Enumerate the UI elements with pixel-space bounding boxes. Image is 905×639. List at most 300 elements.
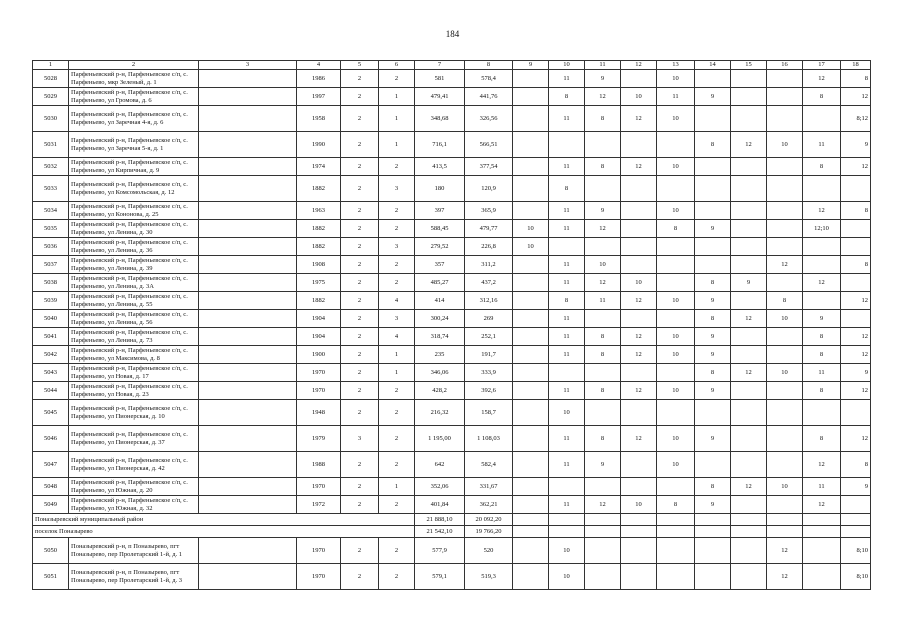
row-id: 5045 (33, 400, 69, 426)
data-cell: 2 (341, 238, 379, 256)
table-row (33, 538, 871, 564)
address-cell: Парфеньевский р-н, Парфеньевское с/п, с. Парфеньево, мкр Зеленый, д. 1 (69, 70, 199, 88)
data-cell: 8 (767, 292, 803, 310)
data-cell: 2 (341, 176, 379, 202)
data-cell: 8 (585, 426, 621, 452)
data-cell (695, 176, 731, 202)
data-cell: 2 (341, 256, 379, 274)
table-row (33, 426, 871, 452)
data-cell: 1970 (297, 564, 341, 590)
data-cell (803, 106, 841, 132)
data-cell: 9 (841, 364, 871, 382)
data-cell (657, 256, 695, 274)
data-cell: 9 (695, 346, 731, 364)
data-cell: 8 (549, 176, 585, 202)
column-header-16: 16 (767, 61, 803, 70)
row-id: 5028 (33, 70, 69, 88)
data-cell: 10 (767, 364, 803, 382)
data-cell (841, 274, 871, 292)
data-cell (731, 496, 767, 514)
data-cell: 8 (549, 88, 585, 106)
data-cell: 365,9 (465, 202, 513, 220)
address-cell: Парфеньевский р-н, Парфеньевское с/п, с. Парфеньево, ул Ленина, д. 3А (69, 274, 199, 292)
row-id: 5041 (33, 328, 69, 346)
data-cell (513, 202, 549, 220)
table-row (33, 158, 871, 176)
data-cell: 12 (841, 88, 871, 106)
data-cell (621, 310, 657, 328)
data-cell: 588,45 (415, 220, 465, 238)
column-header-14: 14 (695, 61, 731, 70)
data-cell: 716,1 (415, 132, 465, 158)
data-cell: 8 (803, 158, 841, 176)
address-cell: Парфеньевский р-н, Парфеньевское с/п, с. Парфеньево, ул Комсомольская, д. 12 (69, 176, 199, 202)
data-cell: 12 (731, 310, 767, 328)
data-cell (585, 478, 621, 496)
data-cell (731, 106, 767, 132)
data-cell (199, 346, 297, 364)
data-cell (513, 70, 549, 88)
data-cell (585, 310, 621, 328)
data-cell: 577,9 (415, 538, 465, 564)
empty-cell (585, 514, 621, 526)
data-cell (657, 176, 695, 202)
section-total-area: 21 542,10 (415, 526, 465, 538)
data-cell: 1 (379, 364, 415, 382)
column-header-7: 7 (415, 61, 465, 70)
data-cell: 10 (657, 426, 695, 452)
data-cell: 10 (657, 202, 695, 220)
data-cell (621, 256, 657, 274)
data-cell: 11 (549, 220, 585, 238)
data-cell: 1972 (297, 496, 341, 514)
data-cell: 252,1 (465, 328, 513, 346)
data-cell (841, 238, 871, 256)
data-cell: 12 (803, 452, 841, 478)
data-cell: 1970 (297, 538, 341, 564)
data-cell: 8 (841, 256, 871, 274)
data-cell: 2 (379, 256, 415, 274)
empty-cell (549, 526, 585, 538)
data-cell (803, 400, 841, 426)
data-cell: 10 (621, 274, 657, 292)
address-cell: Парфеньевский р-н, Парфеньевское с/п, с. Парфеньево, ул Южная, д. 20 (69, 478, 199, 496)
data-cell: 10 (621, 88, 657, 106)
data-cell: 11 (549, 452, 585, 478)
data-cell: 9 (695, 292, 731, 310)
section-label: Поназыревский муниципальный район (33, 514, 415, 526)
data-cell (841, 310, 871, 328)
data-cell: 1882 (297, 176, 341, 202)
data-cell (199, 106, 297, 132)
row-id: 5044 (33, 382, 69, 400)
data-cell (803, 538, 841, 564)
data-cell (695, 106, 731, 132)
data-cell (199, 478, 297, 496)
data-cell: 300,24 (415, 310, 465, 328)
data-cell (513, 292, 549, 310)
data-cell (621, 70, 657, 88)
data-cell (841, 176, 871, 202)
address-cell: Парфеньевский р-н, Парфеньевское с/п, с. Парфеньево, ул Ленина, д. 73 (69, 328, 199, 346)
data-cell (513, 158, 549, 176)
row-id: 5048 (33, 478, 69, 496)
data-cell (585, 238, 621, 256)
data-cell: 8 (841, 452, 871, 478)
data-cell: 2 (341, 496, 379, 514)
data-cell (199, 176, 297, 202)
data-cell (549, 238, 585, 256)
section-label: поселок Поназырево (33, 526, 415, 538)
row-id: 5032 (33, 158, 69, 176)
table-row (33, 382, 871, 400)
data-cell: 269 (465, 310, 513, 328)
data-cell (621, 202, 657, 220)
data-cell: 10 (549, 538, 585, 564)
empty-cell (549, 514, 585, 526)
data-cell: 12 (841, 382, 871, 400)
empty-cell (841, 526, 871, 538)
table-row (33, 220, 871, 238)
empty-cell (731, 526, 767, 538)
data-cell: 120,9 (465, 176, 513, 202)
data-cell: 1 (379, 88, 415, 106)
data-cell: 1958 (297, 106, 341, 132)
data-cell: 357 (415, 256, 465, 274)
data-cell (731, 158, 767, 176)
data-cell: 8 (695, 274, 731, 292)
data-cell: 11 (549, 496, 585, 514)
data-cell: 3 (379, 176, 415, 202)
data-cell: 9 (841, 478, 871, 496)
data-cell: 2 (379, 158, 415, 176)
data-cell: 11 (549, 274, 585, 292)
data-cell: 12 (841, 158, 871, 176)
data-cell: 2 (379, 400, 415, 426)
data-cell (199, 274, 297, 292)
data-cell (513, 176, 549, 202)
empty-cell (695, 514, 731, 526)
data-cell (199, 538, 297, 564)
data-cell: 428,2 (415, 382, 465, 400)
data-cell (731, 88, 767, 106)
data-cell: 1 195,00 (415, 426, 465, 452)
data-cell (199, 310, 297, 328)
data-cell: 2 (341, 202, 379, 220)
address-cell: Парфеньевский р-н, Парфеньевское с/п, с. Парфеньево, ул Ленина, д. 36 (69, 238, 199, 256)
section-total-row (33, 526, 871, 538)
data-cell: 12 (841, 346, 871, 364)
data-cell (513, 538, 549, 564)
section-total-row (33, 514, 871, 526)
data-cell: 12 (621, 382, 657, 400)
data-cell (199, 202, 297, 220)
data-cell: 12 (767, 538, 803, 564)
data-cell: 1 108,03 (465, 426, 513, 452)
data-cell (513, 452, 549, 478)
data-cell: 8 (841, 202, 871, 220)
data-cell: 10 (621, 496, 657, 514)
data-cell (199, 132, 297, 158)
data-cell: 8 (841, 70, 871, 88)
data-cell (199, 70, 297, 88)
data-cell: 12 (585, 88, 621, 106)
table-row (33, 346, 871, 364)
data-cell (731, 220, 767, 238)
data-cell (767, 176, 803, 202)
data-cell (657, 564, 695, 590)
address-cell: Парфеньевский р-н, Парфеньевское с/п, с. Парфеньево, ул Пионерская, д. 37 (69, 426, 199, 452)
data-cell (767, 238, 803, 256)
data-cell: 401,84 (415, 496, 465, 514)
row-id: 5036 (33, 238, 69, 256)
data-cell: 326,56 (465, 106, 513, 132)
data-cell: 8;10 (841, 538, 871, 564)
data-cell: 441,76 (465, 88, 513, 106)
data-cell: 2 (341, 88, 379, 106)
data-cell (585, 538, 621, 564)
data-cell (513, 256, 549, 274)
data-cell (199, 328, 297, 346)
data-cell: 352,06 (415, 478, 465, 496)
data-cell: 10 (657, 346, 695, 364)
data-cell: 8 (585, 346, 621, 364)
data-cell (513, 274, 549, 292)
column-header-15: 15 (731, 61, 767, 70)
data-cell: 1997 (297, 88, 341, 106)
data-cell: 9 (585, 70, 621, 88)
data-cell (621, 400, 657, 426)
data-cell (767, 106, 803, 132)
data-cell: 4 (379, 328, 415, 346)
table-row (33, 238, 871, 256)
page-number: 184 (445, 29, 460, 39)
data-cell: 8 (695, 478, 731, 496)
table-row (33, 452, 871, 478)
data-cell (731, 238, 767, 256)
data-cell: 519,3 (465, 564, 513, 590)
data-cell (731, 346, 767, 364)
data-cell: 1970 (297, 364, 341, 382)
data-cell: 8 (803, 426, 841, 452)
data-cell: 2 (341, 452, 379, 478)
data-cell: 10 (513, 238, 549, 256)
data-cell: 12 (803, 70, 841, 88)
data-cell: 191,7 (465, 346, 513, 364)
data-cell: 346,06 (415, 364, 465, 382)
row-id: 5033 (33, 176, 69, 202)
data-cell (199, 452, 297, 478)
data-cell (803, 238, 841, 256)
data-cell: 12 (621, 346, 657, 364)
data-cell: 2 (341, 70, 379, 88)
data-cell: 1948 (297, 400, 341, 426)
data-cell (657, 274, 695, 292)
data-cell: 11 (549, 346, 585, 364)
data-cell (695, 202, 731, 220)
data-cell: 12 (841, 426, 871, 452)
data-cell: 397 (415, 202, 465, 220)
data-cell: 180 (415, 176, 465, 202)
data-cell: 1979 (297, 426, 341, 452)
row-id: 5039 (33, 292, 69, 310)
data-cell (803, 564, 841, 590)
data-cell: 2 (341, 274, 379, 292)
table-row (33, 256, 871, 274)
data-cell: 2 (379, 426, 415, 452)
data-cell: 479,77 (465, 220, 513, 238)
data-cell (731, 426, 767, 452)
data-cell (199, 292, 297, 310)
empty-cell (513, 514, 549, 526)
row-id: 5037 (33, 256, 69, 274)
data-cell (621, 132, 657, 158)
data-cell: 10 (657, 292, 695, 310)
empty-cell (657, 514, 695, 526)
data-cell: 216,32 (415, 400, 465, 426)
data-cell: 279,52 (415, 238, 465, 256)
data-cell: 1970 (297, 382, 341, 400)
data-cell: 312,16 (465, 292, 513, 310)
column-header-10: 10 (549, 61, 585, 70)
data-cell: 2 (341, 132, 379, 158)
data-cell: 2 (341, 564, 379, 590)
section-living-area: 20 092,20 (465, 514, 513, 526)
data-cell: 12 (731, 478, 767, 496)
row-id: 5029 (33, 88, 69, 106)
data-cell (513, 364, 549, 382)
data-cell (513, 564, 549, 590)
data-cell: 437,2 (465, 274, 513, 292)
data-cell: 12 (585, 274, 621, 292)
table-row (33, 176, 871, 202)
data-cell: 2 (341, 538, 379, 564)
data-cell: 12 (803, 496, 841, 514)
data-cell (585, 400, 621, 426)
data-cell: 1975 (297, 274, 341, 292)
data-cell (199, 256, 297, 274)
data-cell (199, 238, 297, 256)
data-cell: 9 (731, 274, 767, 292)
address-cell: Парфеньевский р-н, Парфеньевское с/п, с. Парфеньево, ул Ленина, д. 55 (69, 292, 199, 310)
data-cell (513, 496, 549, 514)
data-cell: 9 (585, 452, 621, 478)
data-cell: 10 (513, 220, 549, 238)
data-cell: 578,4 (465, 70, 513, 88)
data-cell: 479,41 (415, 88, 465, 106)
data-cell: 2 (379, 496, 415, 514)
data-cell: 10 (657, 382, 695, 400)
data-cell (731, 256, 767, 274)
data-cell (621, 238, 657, 256)
data-cell (585, 564, 621, 590)
data-cell (695, 400, 731, 426)
data-cell: 11 (549, 202, 585, 220)
data-cell (767, 220, 803, 238)
row-id: 5047 (33, 452, 69, 478)
data-cell: 377,54 (465, 158, 513, 176)
data-cell: 12 (841, 328, 871, 346)
data-cell: 1882 (297, 292, 341, 310)
data-cell: 2 (379, 220, 415, 238)
data-cell (513, 346, 549, 364)
data-cell: 1 (379, 106, 415, 132)
row-id: 5040 (33, 310, 69, 328)
data-cell (695, 452, 731, 478)
data-cell: 4 (379, 292, 415, 310)
data-cell: 8 (549, 292, 585, 310)
data-cell: 348,68 (415, 106, 465, 132)
data-cell (731, 382, 767, 400)
data-cell: 8 (695, 310, 731, 328)
table-row (33, 274, 871, 292)
data-cell: 2 (341, 328, 379, 346)
data-cell: 2 (379, 202, 415, 220)
data-cell (695, 538, 731, 564)
data-cell (513, 478, 549, 496)
data-cell (549, 364, 585, 382)
section-living-area: 19 766,20 (465, 526, 513, 538)
data-cell: 158,7 (465, 400, 513, 426)
data-cell: 1 (379, 346, 415, 364)
data-cell (513, 382, 549, 400)
address-cell: Поназыревский р-н, п Поназырево, пгт Поназырево, пер Пролетарский 1-й, д. 3 (69, 564, 199, 590)
data-cell: 1 (379, 132, 415, 158)
data-cell: 10 (657, 452, 695, 478)
empty-cell (803, 526, 841, 538)
address-cell: Парфеньевский р-н, Парфеньевское с/п, с. Парфеньево, ул Пионерская, д. 42 (69, 452, 199, 478)
data-cell (585, 176, 621, 202)
address-cell: Парфеньевский р-н, Парфеньевское с/п, с. Парфеньево, ул Ленина, д. 39 (69, 256, 199, 274)
address-cell: Парфеньевский р-н, Парфеньевское с/п, с. Парфеньево, ул Кононова, д. 25 (69, 202, 199, 220)
row-id: 5035 (33, 220, 69, 238)
data-cell: 2 (379, 274, 415, 292)
data-cell (549, 132, 585, 158)
data-cell (803, 176, 841, 202)
data-cell: 11 (803, 132, 841, 158)
data-cell: 2 (341, 292, 379, 310)
data-cell: 12 (585, 496, 621, 514)
column-header-3: 3 (199, 61, 297, 70)
data-cell (731, 176, 767, 202)
data-cell: 8 (695, 364, 731, 382)
data-cell: 12 (621, 106, 657, 132)
empty-cell (803, 514, 841, 526)
row-id: 5034 (33, 202, 69, 220)
data-cell: 10 (657, 70, 695, 88)
data-cell (621, 220, 657, 238)
address-cell: Парфеньевский р-н, Парфеньевское с/п, с. Парфеньево, ул Ленина, д. 56 (69, 310, 199, 328)
data-cell: 8 (585, 328, 621, 346)
table-row (33, 328, 871, 346)
empty-cell (841, 514, 871, 526)
data-cell: 11 (803, 364, 841, 382)
data-cell: 3 (379, 238, 415, 256)
data-cell: 2 (379, 452, 415, 478)
data-cell: 2 (341, 346, 379, 364)
data-cell: 10 (767, 478, 803, 496)
data-cell: 8;10 (841, 564, 871, 590)
address-cell: Парфеньевский р-н, Парфеньевское с/п, с. Парфеньево, ул Заречная 5-я, д. 1 (69, 132, 199, 158)
row-id: 5030 (33, 106, 69, 132)
address-cell: Парфеньевский р-н, Парфеньевское с/п, с. Парфеньево, ул Максимова, д. 8 (69, 346, 199, 364)
data-cell (199, 564, 297, 590)
data-cell: 1974 (297, 158, 341, 176)
column-header-1: 1 (33, 61, 69, 70)
data-cell (621, 538, 657, 564)
column-header-11: 11 (585, 61, 621, 70)
data-cell: 9 (695, 426, 731, 452)
